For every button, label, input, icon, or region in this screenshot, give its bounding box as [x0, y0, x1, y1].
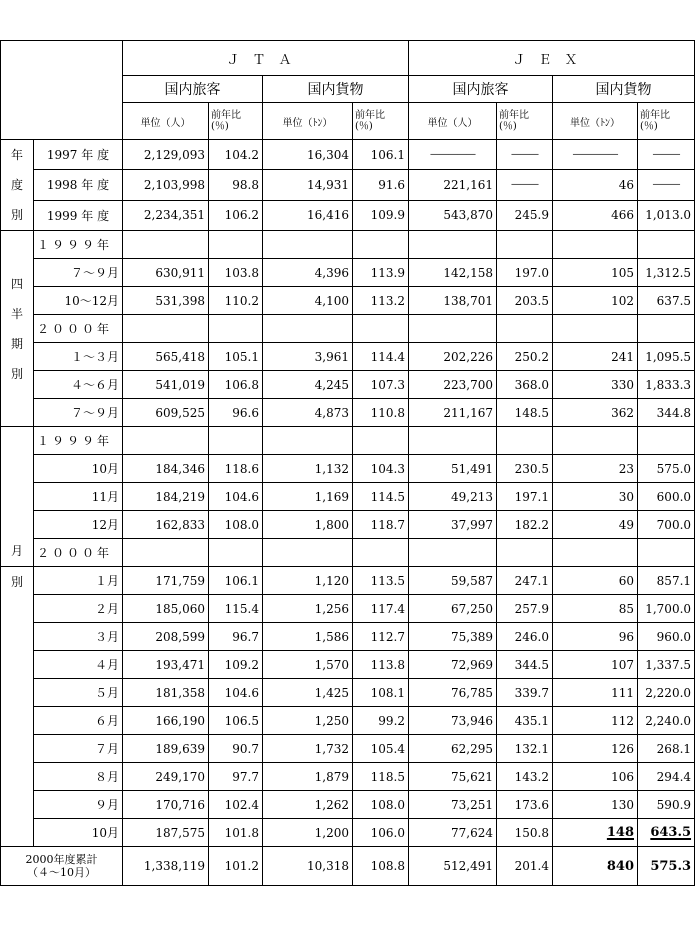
data-cell: 101.8	[209, 819, 263, 847]
table-row	[1, 791, 695, 819]
data-cell: 202,226	[409, 343, 497, 371]
data-cell: 1,700.0	[638, 595, 695, 623]
data-cell	[263, 231, 353, 259]
table-row	[1, 170, 695, 200]
row-label: 11月	[34, 483, 123, 511]
data-cell: 110.2	[209, 287, 263, 315]
data-cell: 184,219	[123, 483, 209, 511]
row-label: ８月	[34, 763, 123, 791]
row-label: ５月	[34, 679, 123, 707]
data-cell	[209, 231, 263, 259]
no-data-cell: ———	[638, 170, 695, 200]
data-cell: 531,398	[123, 287, 209, 315]
row-label: ９月	[34, 791, 123, 819]
data-cell: 106.0	[353, 819, 409, 847]
data-cell: 132.1	[497, 735, 553, 763]
table-row	[1, 567, 695, 595]
table-row	[1, 595, 695, 623]
data-cell: 960.0	[638, 623, 695, 651]
table-row	[1, 651, 695, 679]
data-cell: 1,586	[263, 623, 353, 651]
yoy-header: 前年比 (％)	[638, 103, 695, 140]
data-cell: 1,169	[263, 483, 353, 511]
data-cell: 126	[553, 735, 638, 763]
data-cell: 112	[553, 707, 638, 735]
data-cell: 637.5	[638, 287, 695, 315]
total-cell: 1,338,119	[123, 847, 209, 886]
data-cell: 1,013.0	[638, 200, 695, 230]
header-row-groups	[1, 41, 695, 76]
table-row	[1, 259, 695, 287]
data-cell: 2,103,998	[123, 170, 209, 200]
data-cell: 106.2	[209, 200, 263, 230]
data-cell	[209, 427, 263, 455]
data-cell: 49	[553, 511, 638, 539]
total-cell: 101.2	[209, 847, 263, 886]
data-cell	[353, 427, 409, 455]
row-label: １～３月	[34, 343, 123, 371]
data-cell	[497, 539, 553, 567]
data-cell	[263, 539, 353, 567]
data-cell: 107.3	[353, 371, 409, 399]
data-cell: 368.0	[497, 371, 553, 399]
data-cell: 30	[553, 483, 638, 511]
data-cell: 2,220.0	[638, 679, 695, 707]
data-cell: 1,120	[263, 567, 353, 595]
data-cell: 2,129,093	[123, 140, 209, 170]
data-cell: 171,759	[123, 567, 209, 595]
data-cell: 109.2	[209, 651, 263, 679]
data-cell	[353, 539, 409, 567]
cumulative-total-label	[1, 847, 123, 886]
unit-header: 単位（ﾄﾝ）	[263, 103, 353, 140]
total-cell: 108.8	[353, 847, 409, 886]
data-cell: 2,240.0	[638, 707, 695, 735]
data-cell: 113.5	[353, 567, 409, 595]
data-cell: 166,190	[123, 707, 209, 735]
data-cell: 1,800	[263, 511, 353, 539]
data-cell: 118.5	[353, 763, 409, 791]
data-cell: 114.5	[353, 483, 409, 511]
data-cell: 466	[553, 200, 638, 230]
data-cell: 106.1	[209, 567, 263, 595]
total-cell: 575.3	[638, 847, 695, 886]
data-cell: 241	[553, 343, 638, 371]
data-cell: 1,250	[263, 707, 353, 735]
data-cell: 108.0	[209, 511, 263, 539]
data-cell	[409, 539, 497, 567]
data-cell: 246.0	[497, 623, 553, 651]
data-cell: 106.8	[209, 371, 263, 399]
data-cell: 113.8	[353, 651, 409, 679]
data-cell: 330	[553, 371, 638, 399]
row-label: 12月	[34, 511, 123, 539]
row-label: ７～９月	[34, 399, 123, 427]
data-cell: 96.6	[209, 399, 263, 427]
row-label: ３月	[34, 623, 123, 651]
row-label: １月	[34, 567, 123, 595]
data-cell: 109.9	[353, 200, 409, 230]
data-cell: 37,997	[409, 511, 497, 539]
data-cell: 193,471	[123, 651, 209, 679]
data-cell: 435.1	[497, 707, 553, 735]
row-label: １９９９年	[34, 231, 123, 259]
group-header-jex: ＪＥＸ	[409, 41, 695, 76]
data-cell: 541,019	[123, 371, 209, 399]
data-cell: 1,879	[263, 763, 353, 791]
data-cell: 223,700	[409, 371, 497, 399]
yoy-header: 前年比 (％)	[353, 103, 409, 140]
data-cell: 108.1	[353, 679, 409, 707]
data-cell: 221,161	[409, 170, 497, 200]
section-label-quarterly: 四 半 期 別	[1, 231, 34, 427]
section-label-fiscal-year: 年 度 別	[1, 140, 34, 231]
row-label: ７～９月	[34, 259, 123, 287]
data-cell	[553, 427, 638, 455]
data-cell	[638, 539, 695, 567]
data-cell: 103.8	[209, 259, 263, 287]
data-cell: 1,200	[263, 819, 353, 847]
data-cell: 104.2	[209, 140, 263, 170]
row-label: ７月	[34, 735, 123, 763]
data-cell: 249,170	[123, 763, 209, 791]
data-cell	[409, 427, 497, 455]
data-cell: 75,389	[409, 623, 497, 651]
data-cell: 85	[553, 595, 638, 623]
data-cell: 630,911	[123, 259, 209, 287]
data-cell: 113.2	[353, 287, 409, 315]
data-cell: 46	[553, 170, 638, 200]
data-cell: 189,639	[123, 735, 209, 763]
data-cell: 105	[553, 259, 638, 287]
data-cell: 1,312.5	[638, 259, 695, 287]
table-row	[1, 539, 695, 567]
data-cell: 257.9	[497, 595, 553, 623]
total-cell: 840	[553, 847, 638, 886]
data-cell: 111	[553, 679, 638, 707]
data-cell	[123, 427, 209, 455]
data-cell	[497, 231, 553, 259]
data-cell: 72,969	[409, 651, 497, 679]
data-cell: 51,491	[409, 455, 497, 483]
row-label: ２月	[34, 595, 123, 623]
data-cell: 609,525	[123, 399, 209, 427]
data-cell: 197.0	[497, 259, 553, 287]
data-cell: 643.5	[638, 819, 695, 847]
data-cell: 1,337.5	[638, 651, 695, 679]
data-cell: 98.8	[209, 170, 263, 200]
data-cell	[209, 315, 263, 343]
no-data-cell: ———	[497, 170, 553, 200]
data-cell: 1,425	[263, 679, 353, 707]
data-cell: 117.4	[353, 595, 409, 623]
data-cell: 339.7	[497, 679, 553, 707]
data-cell: 170,716	[123, 791, 209, 819]
row-label: ２０００年	[34, 539, 123, 567]
data-cell: 4,100	[263, 287, 353, 315]
table-row	[1, 707, 695, 735]
table-row	[1, 371, 695, 399]
row-label: １９９９年	[34, 427, 123, 455]
jta-jex-statistics-table	[0, 40, 695, 886]
data-cell: 590.9	[638, 791, 695, 819]
data-cell: 268.1	[638, 735, 695, 763]
data-cell: 110.8	[353, 399, 409, 427]
data-cell: 700.0	[638, 511, 695, 539]
data-cell: 60	[553, 567, 638, 595]
data-cell: 1,570	[263, 651, 353, 679]
subgroup-header-jex-passenger: 国内旅客	[409, 76, 553, 103]
subgroup-header-jta-passenger: 国内旅客	[123, 76, 263, 103]
data-cell: 230.5	[497, 455, 553, 483]
data-cell	[409, 231, 497, 259]
data-cell: 105.1	[209, 343, 263, 371]
data-cell: 143.2	[497, 763, 553, 791]
yoy-header: 前年比 (％)	[497, 103, 553, 140]
data-cell: 138,701	[409, 287, 497, 315]
data-cell: 16,304	[263, 140, 353, 170]
data-cell	[123, 315, 209, 343]
data-cell: 4,245	[263, 371, 353, 399]
data-cell: 247.1	[497, 567, 553, 595]
data-cell: 106	[553, 763, 638, 791]
data-cell: 1,262	[263, 791, 353, 819]
data-cell: 185,060	[123, 595, 209, 623]
section-label-monthly-top: 月	[1, 427, 34, 567]
data-cell: 142,158	[409, 259, 497, 287]
row-label: ４月	[34, 651, 123, 679]
data-cell: 182.2	[497, 511, 553, 539]
data-cell: 118.6	[209, 455, 263, 483]
subgroup-header-jex-cargo: 国内貨物	[553, 76, 695, 103]
data-cell: 106.5	[209, 707, 263, 735]
table-row	[1, 343, 695, 371]
unit-header: 単位（人）	[123, 103, 209, 140]
row-label: ２０００年	[34, 315, 123, 343]
row-label: 10月	[34, 455, 123, 483]
cumulative-total-label-line1: 2000年度累計	[25, 853, 98, 866]
data-cell: 97.7	[209, 763, 263, 791]
table-row	[1, 735, 695, 763]
data-cell: 96.7	[209, 623, 263, 651]
data-cell: 565,418	[123, 343, 209, 371]
table-row	[1, 455, 695, 483]
data-cell: 76,785	[409, 679, 497, 707]
table-row	[1, 399, 695, 427]
data-cell	[497, 427, 553, 455]
data-cell: 130	[553, 791, 638, 819]
data-cell: 4,873	[263, 399, 353, 427]
data-cell	[353, 315, 409, 343]
data-cell: 62,295	[409, 735, 497, 763]
row-label: ４～６月	[34, 371, 123, 399]
row-label: ６月	[34, 707, 123, 735]
data-cell: 118.7	[353, 511, 409, 539]
data-cell: 59,587	[409, 567, 497, 595]
data-cell: 344.8	[638, 399, 695, 427]
data-cell	[263, 427, 353, 455]
table-row	[1, 819, 695, 847]
cumulative-total-row	[1, 847, 695, 886]
data-cell	[553, 315, 638, 343]
data-cell	[497, 315, 553, 343]
table-row	[1, 623, 695, 651]
section-label-monthly-bottom: 別	[1, 567, 34, 847]
data-cell: 77,624	[409, 819, 497, 847]
data-cell: 104.6	[209, 483, 263, 511]
data-cell: 575.0	[638, 455, 695, 483]
table-row	[1, 763, 695, 791]
data-cell	[123, 539, 209, 567]
data-cell	[553, 231, 638, 259]
data-cell	[409, 315, 497, 343]
data-cell: 114.4	[353, 343, 409, 371]
data-cell: 162,833	[123, 511, 209, 539]
data-cell: 75,621	[409, 763, 497, 791]
data-cell: 1,833.3	[638, 371, 695, 399]
table-row	[1, 679, 695, 707]
data-cell: 73,946	[409, 707, 497, 735]
no-data-cell: ———	[497, 140, 553, 170]
table-row	[1, 200, 695, 230]
data-cell: 148	[553, 819, 638, 847]
data-cell: 14,931	[263, 170, 353, 200]
data-cell: 73,251	[409, 791, 497, 819]
subgroup-header-jta-cargo: 国内貨物	[263, 76, 409, 103]
data-cell: 294.4	[638, 763, 695, 791]
no-data-cell: ———	[638, 140, 695, 170]
no-data-cell: —————	[409, 140, 497, 170]
group-header-jta: ＪＴＡ	[123, 41, 409, 76]
data-cell: 1,732	[263, 735, 353, 763]
data-cell: 67,250	[409, 595, 497, 623]
table-row	[1, 140, 695, 170]
data-cell	[638, 315, 695, 343]
data-cell: 1,132	[263, 455, 353, 483]
data-cell: 1,095.5	[638, 343, 695, 371]
data-cell	[638, 231, 695, 259]
data-cell: 362	[553, 399, 638, 427]
corner-cell	[1, 41, 123, 140]
data-cell: 1,256	[263, 595, 353, 623]
row-label: 10～12月	[34, 287, 123, 315]
data-cell: 173.6	[497, 791, 553, 819]
data-cell: 184,346	[123, 455, 209, 483]
table-row	[1, 483, 695, 511]
data-cell: 104.3	[353, 455, 409, 483]
data-cell	[263, 315, 353, 343]
data-cell: 105.4	[353, 735, 409, 763]
data-cell: 3,961	[263, 343, 353, 371]
data-cell: 102.4	[209, 791, 263, 819]
data-cell: 99.2	[353, 707, 409, 735]
data-cell: 90.7	[209, 735, 263, 763]
data-cell: 344.5	[497, 651, 553, 679]
data-cell: 16,416	[263, 200, 353, 230]
data-cell: 857.1	[638, 567, 695, 595]
table-row	[1, 231, 695, 259]
data-cell: 197.1	[497, 483, 553, 511]
data-cell: 2,234,351	[123, 200, 209, 230]
data-cell: 106.1	[353, 140, 409, 170]
data-cell: 112.7	[353, 623, 409, 651]
data-cell	[638, 427, 695, 455]
data-cell: 91.6	[353, 170, 409, 200]
table-row	[1, 315, 695, 343]
table-row	[1, 287, 695, 315]
row-label: 1997 年 度	[34, 140, 123, 170]
total-cell: 512,491	[409, 847, 497, 886]
data-cell: 543,870	[409, 200, 497, 230]
data-cell	[353, 231, 409, 259]
table-row	[1, 427, 695, 455]
data-cell: 203.5	[497, 287, 553, 315]
data-cell: 250.2	[497, 343, 553, 371]
data-cell: 187,575	[123, 819, 209, 847]
row-label: 1999 年 度	[34, 200, 123, 230]
data-cell: 96	[553, 623, 638, 651]
unit-header: 単位（ﾄﾝ）	[553, 103, 638, 140]
data-cell: 108.0	[353, 791, 409, 819]
data-cell: 150.8	[497, 819, 553, 847]
total-cell: 201.4	[497, 847, 553, 886]
data-cell	[209, 539, 263, 567]
data-cell	[123, 231, 209, 259]
total-cell: 10,318	[263, 847, 353, 886]
data-cell: 181,358	[123, 679, 209, 707]
data-cell: 208,599	[123, 623, 209, 651]
data-cell: 211,167	[409, 399, 497, 427]
data-cell: 113.9	[353, 259, 409, 287]
row-label: 10月	[34, 819, 123, 847]
data-cell: 600.0	[638, 483, 695, 511]
data-cell: 102	[553, 287, 638, 315]
data-cell: 115.4	[209, 595, 263, 623]
data-cell: 148.5	[497, 399, 553, 427]
cumulative-total-label-line2: （４～10月）	[27, 866, 96, 879]
row-label: 1998 年 度	[34, 170, 123, 200]
data-cell: 245.9	[497, 200, 553, 230]
data-cell: 107	[553, 651, 638, 679]
data-cell: 23	[553, 455, 638, 483]
data-cell	[553, 539, 638, 567]
data-cell: 49,213	[409, 483, 497, 511]
table-row	[1, 511, 695, 539]
data-cell: 104.6	[209, 679, 263, 707]
data-cell: 4,396	[263, 259, 353, 287]
unit-header: 単位（人）	[409, 103, 497, 140]
no-data-cell: —————	[553, 140, 638, 170]
yoy-header: 前年比 (％)	[209, 103, 263, 140]
